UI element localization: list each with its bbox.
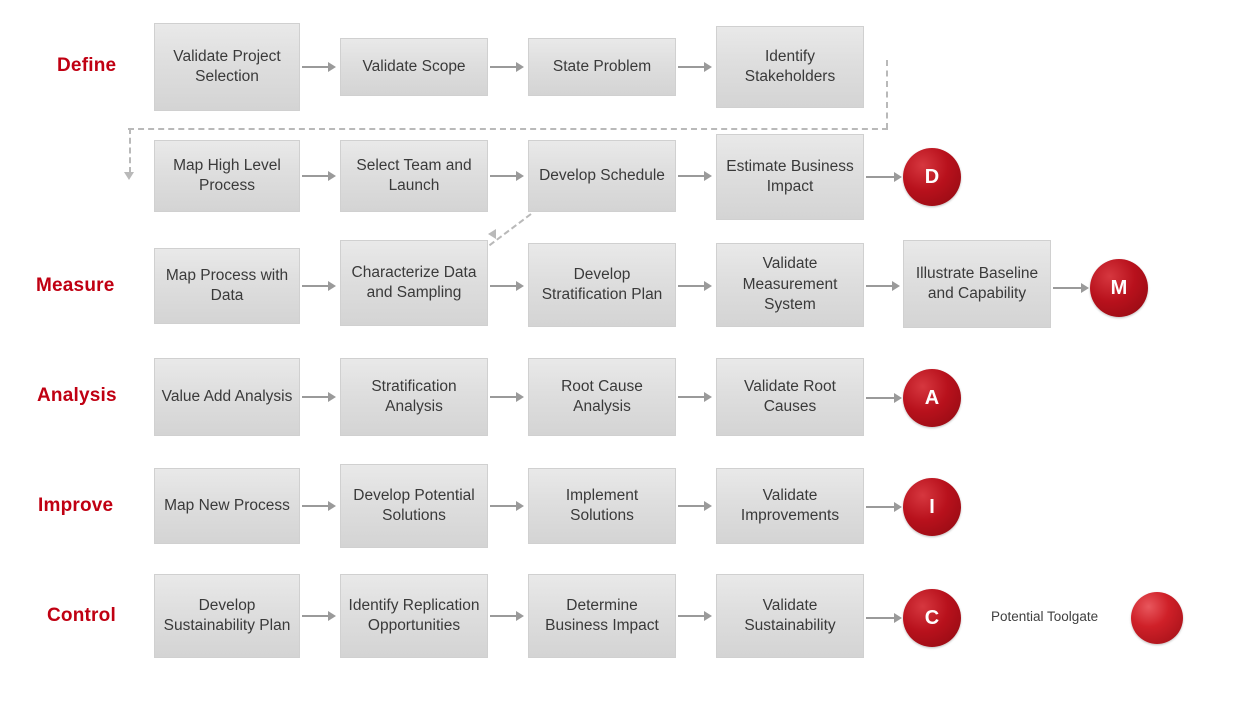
node-develop-stratification-plan[interactable] xyxy=(528,243,676,327)
toolgate-analysis[interactable] xyxy=(903,369,961,427)
toolgate-improve[interactable] xyxy=(903,478,961,536)
phase-label-improve: Improve xyxy=(38,495,114,516)
node-identify-replication-opportunities[interactable] xyxy=(340,574,488,658)
node-validate-measurement-system[interactable] xyxy=(716,243,864,327)
arrow-r5-gate xyxy=(866,502,902,512)
node-label: Select Team and Launch xyxy=(356,156,472,194)
node-label: Determine Business Impact xyxy=(545,596,659,634)
node-develop-potential-solutions[interactable] xyxy=(340,464,488,548)
node-map-high-level-process[interactable] xyxy=(154,140,300,212)
arrow-r3-4 xyxy=(866,281,900,291)
toolgate-measure[interactable] xyxy=(1090,259,1148,317)
toolgate-label: D xyxy=(924,165,940,188)
arrow-r3-3 xyxy=(678,281,712,291)
node-validate-improvements[interactable] xyxy=(716,468,864,544)
phase-label-control: Control xyxy=(47,605,116,626)
node-identify-stakeholders[interactable] xyxy=(716,26,864,108)
arrow-r1-1 xyxy=(302,62,336,72)
arrow-r4-2 xyxy=(490,392,524,402)
node-label: Estimate Business Impact xyxy=(726,157,854,195)
phase-label-measure: Measure xyxy=(36,275,115,296)
node-validate-sustainability[interactable] xyxy=(716,574,864,658)
node-characterize-data-and-sampling[interactable] xyxy=(340,240,488,326)
node-select-team-and-launch[interactable] xyxy=(340,140,488,212)
node-label: Implement Solutions xyxy=(565,486,639,524)
arrow-r1-2 xyxy=(490,62,524,72)
arrow-r1-3 xyxy=(678,62,712,72)
node-illustrate-baseline-and-capability[interactable] xyxy=(903,240,1051,328)
node-map-process-with-data[interactable] xyxy=(154,248,300,324)
toolgate-label: I xyxy=(929,495,935,518)
node-label: Validate Project Selection xyxy=(173,47,281,85)
node-label: Map Process with Data xyxy=(165,266,289,304)
legend-label: Potential Toolgate xyxy=(991,609,1099,624)
node-label: Validate Sustainability xyxy=(744,596,836,634)
phase-label-analysis: Analysis xyxy=(37,385,117,406)
node-validate-scope[interactable] xyxy=(340,38,488,96)
node-develop-sustainability-plan[interactable] xyxy=(154,574,300,658)
node-label: Value Add Analysis xyxy=(161,387,293,405)
arrow-r3-2 xyxy=(490,281,524,291)
node-label: Develop Stratification Plan xyxy=(541,265,663,303)
node-label: Develop Potential Solutions xyxy=(353,486,475,524)
node-label: Validate Measurement System xyxy=(742,255,838,314)
node-label: Validate Root Causes xyxy=(744,377,836,415)
node-state-problem[interactable] xyxy=(528,38,676,96)
arrow-r5-3 xyxy=(678,501,712,511)
node-label: Develop Schedule xyxy=(539,166,665,184)
toolgate-define[interactable] xyxy=(903,148,961,206)
dashed-connector-vertical-right xyxy=(886,60,888,129)
node-develop-schedule[interactable] xyxy=(528,140,676,212)
node-label: Identify Replication Opportunities xyxy=(348,596,480,634)
arrow-r4-1 xyxy=(302,392,336,402)
node-label: Root Cause Analysis xyxy=(561,377,643,415)
node-label: Identify Stakeholders xyxy=(744,47,836,85)
arrow-r3-1 xyxy=(302,281,336,291)
node-label: Map High Level Process xyxy=(173,156,281,194)
node-label: Characterize Data and Sampling xyxy=(351,263,477,301)
arrow-r5-2 xyxy=(490,501,524,511)
node-implement-solutions[interactable] xyxy=(528,468,676,544)
node-value-add-analysis[interactable] xyxy=(154,358,300,436)
node-map-new-process[interactable] xyxy=(154,468,300,544)
node-label: State Problem xyxy=(552,57,652,75)
node-label: Validate Improvements xyxy=(740,486,840,524)
arrow-r4-gate xyxy=(866,393,902,403)
node-validate-project-selection[interactable] xyxy=(154,23,300,111)
node-stratification-analysis[interactable] xyxy=(340,358,488,436)
arrow-r2-3 xyxy=(678,171,712,181)
node-label: Develop Sustainability Plan xyxy=(163,596,291,634)
node-label: Map New Process xyxy=(164,496,290,514)
arrow-r6-2 xyxy=(490,611,524,621)
node-validate-root-causes[interactable] xyxy=(716,358,864,436)
toolgate-label: C xyxy=(924,606,940,629)
node-estimate-business-impact[interactable] xyxy=(716,134,864,220)
dashed-connector-diagonal-arrowhead xyxy=(488,229,496,239)
arrow-r2-gate xyxy=(866,172,902,182)
arrow-r2-1 xyxy=(302,171,336,181)
node-root-cause-analysis[interactable] xyxy=(528,358,676,436)
toolgate-label: A xyxy=(924,386,940,409)
toolgate-label: M xyxy=(1110,276,1128,299)
dashed-connector-vertical-left xyxy=(129,128,131,173)
node-determine-business-impact[interactable] xyxy=(528,574,676,658)
arrow-r6-gate xyxy=(866,613,902,623)
arrow-r6-3 xyxy=(678,611,712,621)
toolgate-control[interactable] xyxy=(903,589,961,647)
arrow-r2-2 xyxy=(490,171,524,181)
legend-toolgate-icon xyxy=(1131,592,1183,644)
node-label: Stratification Analysis xyxy=(371,377,457,415)
arrow-r5-1 xyxy=(302,501,336,511)
arrow-r6-1 xyxy=(302,611,336,621)
dashed-connector-arrowhead xyxy=(124,172,134,180)
dashed-connector-horizontal xyxy=(128,128,888,130)
node-label: Validate Scope xyxy=(362,57,466,75)
arrow-r4-3 xyxy=(678,392,712,402)
phase-label-define: Define xyxy=(57,55,117,76)
arrow-r3-gate xyxy=(1053,283,1089,293)
node-label: Illustrate Baseline and Capability xyxy=(915,264,1039,302)
